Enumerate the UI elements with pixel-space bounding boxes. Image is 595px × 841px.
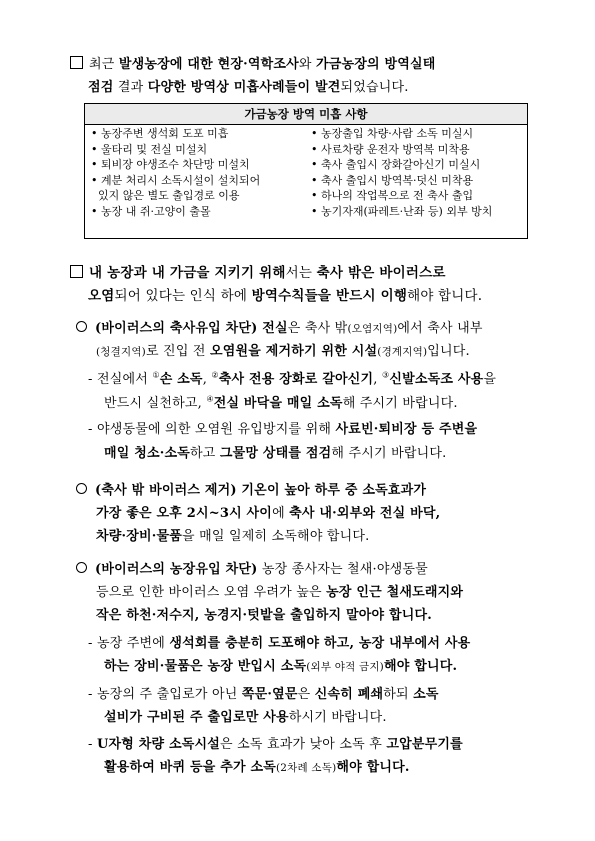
sub4-line2: 설비가 구비된 주 출입로만 사용하시기 바랍니다.: [104, 710, 387, 725]
circle-bullet-icon: [76, 483, 87, 494]
table-title: 가금농장 방역 미흡 사항: [85, 104, 527, 125]
bullet3-line1: (바이러스의 농장유입 차단) 농장 종사자는 철새·야생동물: [76, 562, 428, 578]
para1-line2: 점검 결과 다양한 방역상 미흡사례들이 발견되었습니다.: [88, 80, 409, 95]
circle-bullet-icon: [76, 321, 87, 332]
list-item: • 퇴비장 야생조수 차단망 미설치: [91, 158, 250, 171]
table-left-column: [91, 126, 260, 219]
bullet1-line1: (바이러스의 축사유입 차단) 전실은 축사 밖(오염지역)에서 축사 내부: [76, 321, 483, 337]
list-item: • 계분 처리시 소독시설이 설치되어: [91, 173, 261, 187]
sub2-line2: 매일 청소·소독하고 그물망 상태를 점검해 주시기 바랍니다.: [104, 446, 447, 461]
bullet2-line1: (축사 밖 바이러스 제거) 기온이 높아 하루 중 소독효과가: [76, 483, 426, 499]
sub2-line1: - 야생동물에 의한 오염원 유입방지를 위해 사료빈·퇴비장 등 주변을: [88, 422, 478, 437]
bullet2-line3: 차량·장비·물품을 매일 일제히 소독해야 합니다.: [96, 529, 370, 544]
checkbox-icon: [70, 265, 83, 278]
list-item: • 농기자재(파레트·난좌 등) 외부 방치: [311, 204, 493, 218]
list-item: • 축사 출입시 방역복·덧신 미착용: [311, 173, 474, 187]
sub1-line2: 반드시 실천하고, ④전실 바닥을 매일 소독해 주시기 바랍니다.: [104, 394, 458, 411]
sub5-line1: - U자형 차량 소독시설은 소독 효과가 낮아 소독 후 고압분무기를: [88, 737, 463, 752]
list-item: • 농장출입 차량·사람 소독 미실시: [311, 127, 474, 140]
checkbox-icon: [70, 56, 83, 69]
circle-bullet-icon: [76, 562, 87, 573]
para1-line1: 최근 발생농장에 대한 현장·역학조사와 가금농장의 방역실태: [70, 56, 436, 73]
list-item: • 하나의 작업복으로 전 축사 출입: [311, 189, 474, 202]
list-item: • 울타리 및 전실 미설치: [91, 142, 208, 156]
list-item: 있지 않은 별도 출입경로 이용: [91, 189, 240, 202]
bullet1-line2: (청결지역)로 진입 전 오염원을 제거하기 위한 시설(경계지역)입니다.: [96, 344, 470, 359]
list-item: • 농장주변 생석회 도포 미흡: [91, 127, 229, 140]
bullet3-line2: 등으로 인한 바이러스 오염 우려가 높은 농장 인근 철새도래지와: [96, 585, 464, 600]
sub3-line1: - 농장 주변에 생석회를 충분히 도포해야 하고, 농장 내부에서 사용: [88, 636, 471, 651]
sub5-line2: 활용하여 바퀴 등을 추가 소독(2차례 소독)해야 합니다.: [104, 760, 410, 775]
sub1-line1: - 전실에서 ①손 소독, ②축사 전용 장화로 갈아신기, ③신발소독조 사용을: [88, 370, 497, 387]
sub4-line1: - 농장의 주 출입로가 아닌 쪽문·옆문은 신속히 폐쇄하되 소독: [88, 687, 439, 702]
para2-line1: 내 농장과 내 가금을 지키기 위해서는 축사 밖은 바이러스로: [70, 265, 446, 281]
sub3-line2: 하는 장비·물품은 농장 반입시 소독(외부 야적 금지)해야 합니다.: [104, 659, 458, 674]
bullet3-line3: 작은 하천·저수지, 농경지·텃밭을 출입하지 말아야 합니다.: [96, 608, 432, 623]
para2-line2: 오염되어 있다는 인식 하에 방역수칙들을 반드시 이행해야 합니다.: [88, 288, 483, 304]
table-right-column: [311, 126, 492, 219]
deficiency-table: [84, 103, 528, 239]
list-item: • 농장 내 쥐·고양이 출몰: [91, 204, 211, 218]
bullet2-line2: 가장 좋은 오후 2시~3시 사이에 축사 내·외부와 전실 바닥,: [96, 506, 441, 521]
list-item: • 사료차량 운전자 방역복 미착용: [311, 142, 470, 156]
list-item: • 축사 출입시 장화갈아신기 미실시: [311, 158, 481, 171]
